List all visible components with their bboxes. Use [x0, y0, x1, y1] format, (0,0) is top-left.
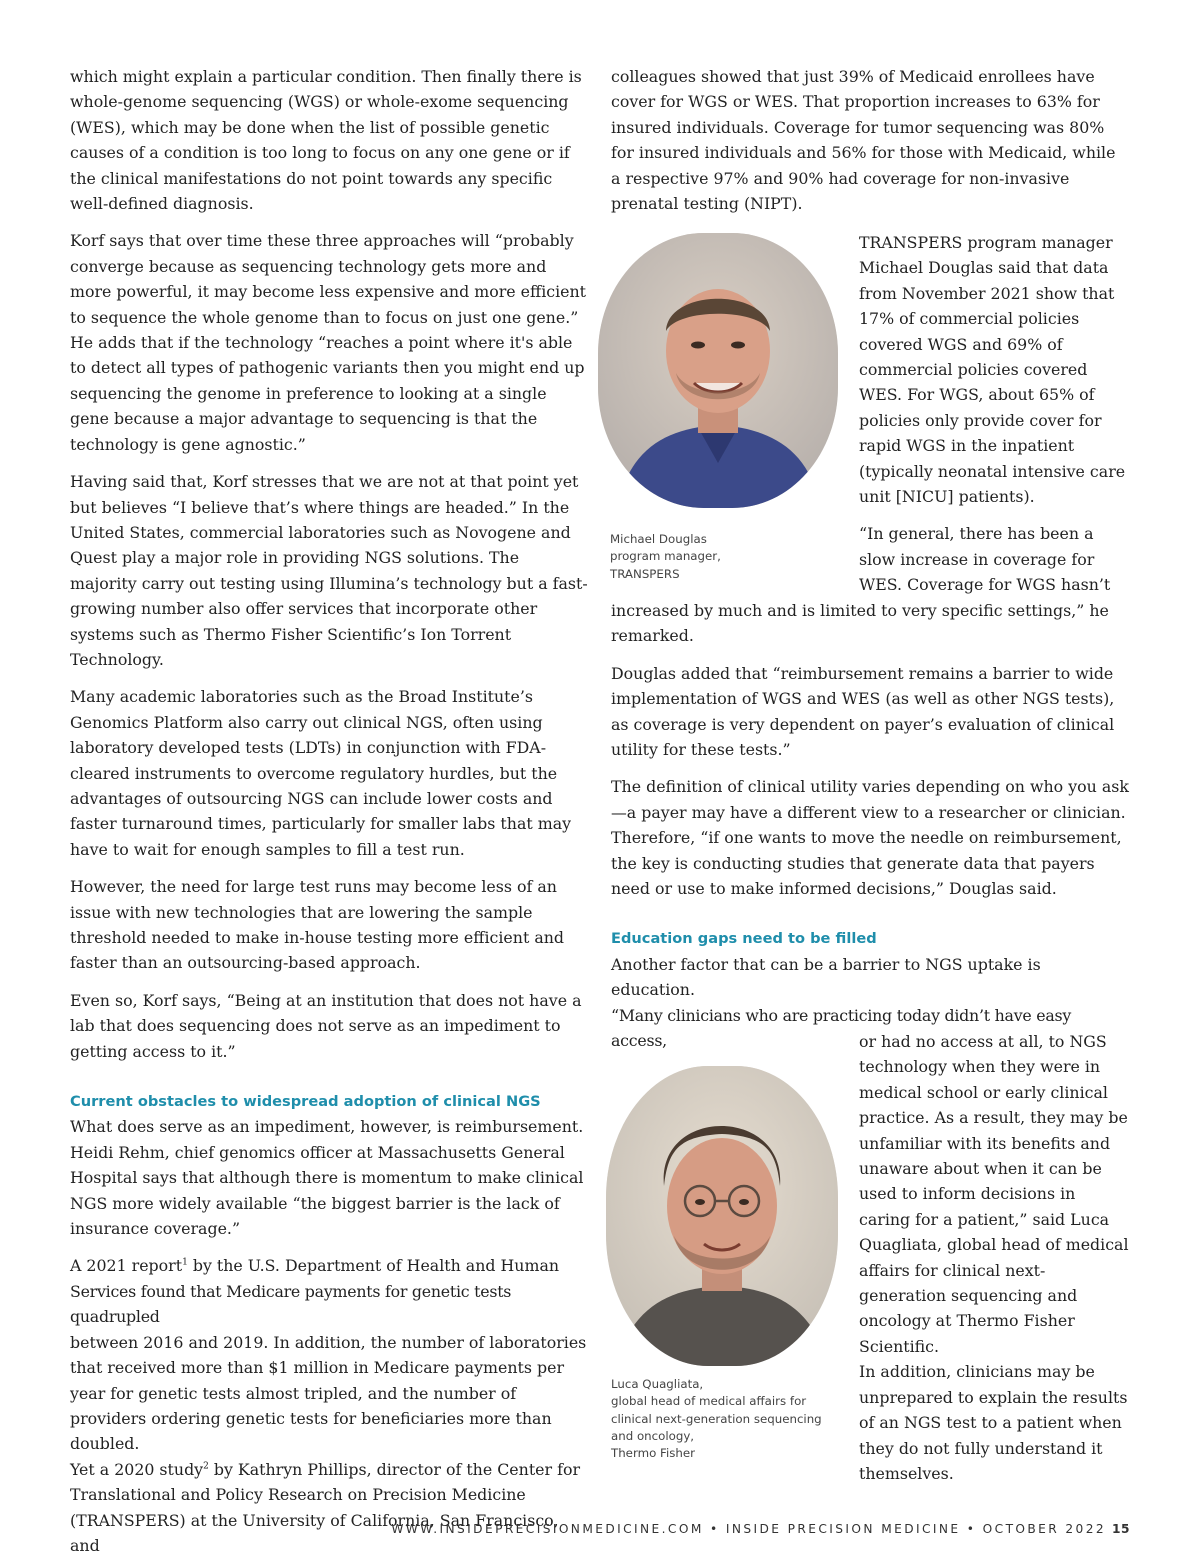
section-heading: Education gaps need to be filled	[611, 930, 877, 948]
left-column	[70, 64, 590, 1558]
body-line: “Many clinicians who are practicing today didn’t have easy access,	[611, 1005, 1072, 1051]
body-paragraph: The definition of clinical utility varies depending on who you ask —a payer may have a different view to a researcher or clinician. Therefore, “if one wants to move the needle on reimbursement, the key is conducting studies that generate data that payers need or use to make informed decisions,” Douglas said.	[611, 777, 1129, 899]
body-text: A 2021 report	[70, 1256, 183, 1276]
body-paragraph	[70, 1457, 590, 1558]
caption-org: TRANSPERS	[610, 566, 680, 581]
caption-role: clinical next-generation sequencing	[611, 1411, 822, 1426]
body-paragraph: Korf says that over time these three approaches will “probably converge because as sequencing technology gets more and more powerful, it may become less expensive and more efficient to sequence the whole genome than to focus on just one gene.” He adds that if the technology “reaches a point where it's able to detect all types of pathogenic variants then you might end up sequencing the genome in preference to looking at a single gene because a major advantage to sequencing is that the technology is gene agnostic.”	[70, 231, 587, 454]
right-column-wrap2	[859, 1029, 1129, 1486]
right-column-middle	[611, 598, 1129, 1054]
body-paragraph: colleagues showed that just 39% of Medicaid enrollees have cover for WGS or WES. That proportion increases to 63% for insured individuals. Coverage for tumor sequencing was 80% for insured individuals and 56% for those with Medicaid, while a respective 97% and 90% had coverage for non-invasive prenatal testing (NIPT).	[611, 67, 1116, 214]
body-paragraph: or had no access at all, to NGS technology when they were in medical school or early clinical practice. As a result, they may be unfamiliar with its benefits and unaware about when it can be used to inform decisions in caring for a patient,” said Luca Quagliata, global head of medical affairs for clinical next-generation sequencing and oncology at Thermo Fisher Scientific.	[859, 1032, 1129, 1356]
photo-caption	[611, 1376, 846, 1462]
body-paragraph: What does serve as an impediment, however, is reimbursement. Heidi Rehm, chief genomics officer at Massachusetts General Hospital says that although there is momentum to make clinical NGS more widely available “the biggest barrier is the lack of insurance coverage.”	[70, 1117, 584, 1239]
caption-name: Michael Douglas	[610, 532, 707, 546]
body-line: Services found that Medicare payments for genetic tests quadrupled	[70, 1281, 512, 1327]
body-paragraph: However, the need for large test runs may become less of an issue with new technologies that are lowering the sample threshold needed to make in-house testing more efficient and faster than an outsourcing-based approach.	[70, 877, 565, 973]
footnote-ref: 1	[182, 1258, 188, 1269]
footnote-ref: 2	[203, 1461, 209, 1472]
page-footer	[0, 1522, 1130, 1536]
page-number: 15	[1112, 1522, 1130, 1536]
body-paragraph: Many academic laboratories such as the Broad Institute’s Genomics Platform also carry out clinical NGS, often using laboratory developed tests (LDTs) in conjunction with FDA-cleared instruments to overcome regulatory hurdles, but the advantages of outsourcing NGS can include lower costs and faster turnaround times, particularly for smaller labs that may have to wait for enough samples to fill a test run.	[70, 687, 572, 859]
michael-douglas-portrait	[598, 233, 838, 508]
right-column-wrap1	[859, 230, 1129, 598]
quagliata-photo-block	[600, 1060, 850, 1470]
body-paragraph: Having said that, Korf stresses that we are not at that point yet but believes “I believe that’s where things are headed.” In the United States, commercial laboratories such as Novogene and Quest play a major role in providing NGS solutions. The majority carry out testing using Illumina’s technology but a fast-growing number also offer services that incorporate other systems such as Thermo Fisher Scientific’s Ion Torrent Technology.	[70, 472, 588, 669]
body-text: by the U.S. Department of Health and Human	[187, 1256, 560, 1276]
body-paragraph: “In general, there has been a slow increase in coverage for WES. Coverage for WGS hasn’t	[859, 524, 1111, 595]
caption-role: global head of medical affairs for	[611, 1394, 807, 1409]
luca-quagliata-portrait	[606, 1066, 838, 1366]
person-illustration-icon	[598, 233, 838, 508]
caption-org: Thermo Fisher	[611, 1446, 695, 1461]
body-text: Yet a 2020 study	[70, 1459, 204, 1479]
body-paragraph: TRANSPERS program manager Michael Douglas said that data from November 2021 show that 17% of commercial policies covered WGS and 69% of commercial policies covered WES. For WGS, about 65% of policies only provide cover for rapid WGS in the inpatient (typically neonatal intensive care unit [NICU] patients).	[859, 233, 1126, 507]
photo-caption	[610, 531, 840, 583]
body-paragraph	[70, 1253, 590, 1278]
caption-role: and oncology,	[611, 1428, 695, 1443]
body-paragraph: between 2016 and 2019. In addition, the number of laboratories that received more than $1 million in Medicare payments per year for genetic tests almost tripled, and the number of providers ordering genetic tests for beneficiaries more than doubled.	[70, 1332, 587, 1454]
douglas-photo-block	[590, 225, 850, 585]
body-text: by Kathryn Phillips, director of the Center for Translational and Policy Research on Precision Medicine (TRANSPERS) at the University of California, San Francisco, and	[70, 1459, 581, 1555]
footer-text: WWW.INSIDEPRECISIONMEDICINE.COM • INSIDE PRECISION MEDICINE • OCTOBER 2022	[391, 1522, 1107, 1536]
body-paragraph: which might explain a particular condition. Then finally there is whole-genome sequencing (WGS) or whole-exome sequencing (WES), which may be done when the list of possible genetic causes of a condition is too long to focus on any one gene or if the clinical manifestations do not point towards any specific well-defined diagnosis.	[70, 67, 582, 214]
caption-role: program manager,	[610, 549, 721, 564]
section-heading: Current obstacles to widespread adoption of clinical NGS	[70, 1093, 541, 1111]
body-paragraph: Another factor that can be a barrier to NGS uptake is education.	[611, 954, 1041, 1000]
body-paragraph: Even so, Korf says, “Being at an institution that does not have a lab that does sequencing does not serve as an impediment to getting access to it.”	[70, 990, 582, 1061]
body-paragraph: increased by much and is limited to very specific settings,” he remarked.	[611, 601, 1109, 646]
body-paragraph: In addition, clinicians may be unprepared to explain the results of an NGS test to a patient when they do not fully understand it themselves.	[859, 1362, 1128, 1483]
caption-name: Luca Quagliata,	[611, 1377, 704, 1391]
person-illustration-icon	[606, 1066, 838, 1366]
body-paragraph: Douglas added that “reimbursement remains a barrier to wide implementation of WGS and WES (as well as other NGS tests), as coverage is very dependent on payer’s evaluation of clinical utility for these tests.”	[611, 663, 1115, 760]
right-column-top	[611, 64, 1129, 216]
